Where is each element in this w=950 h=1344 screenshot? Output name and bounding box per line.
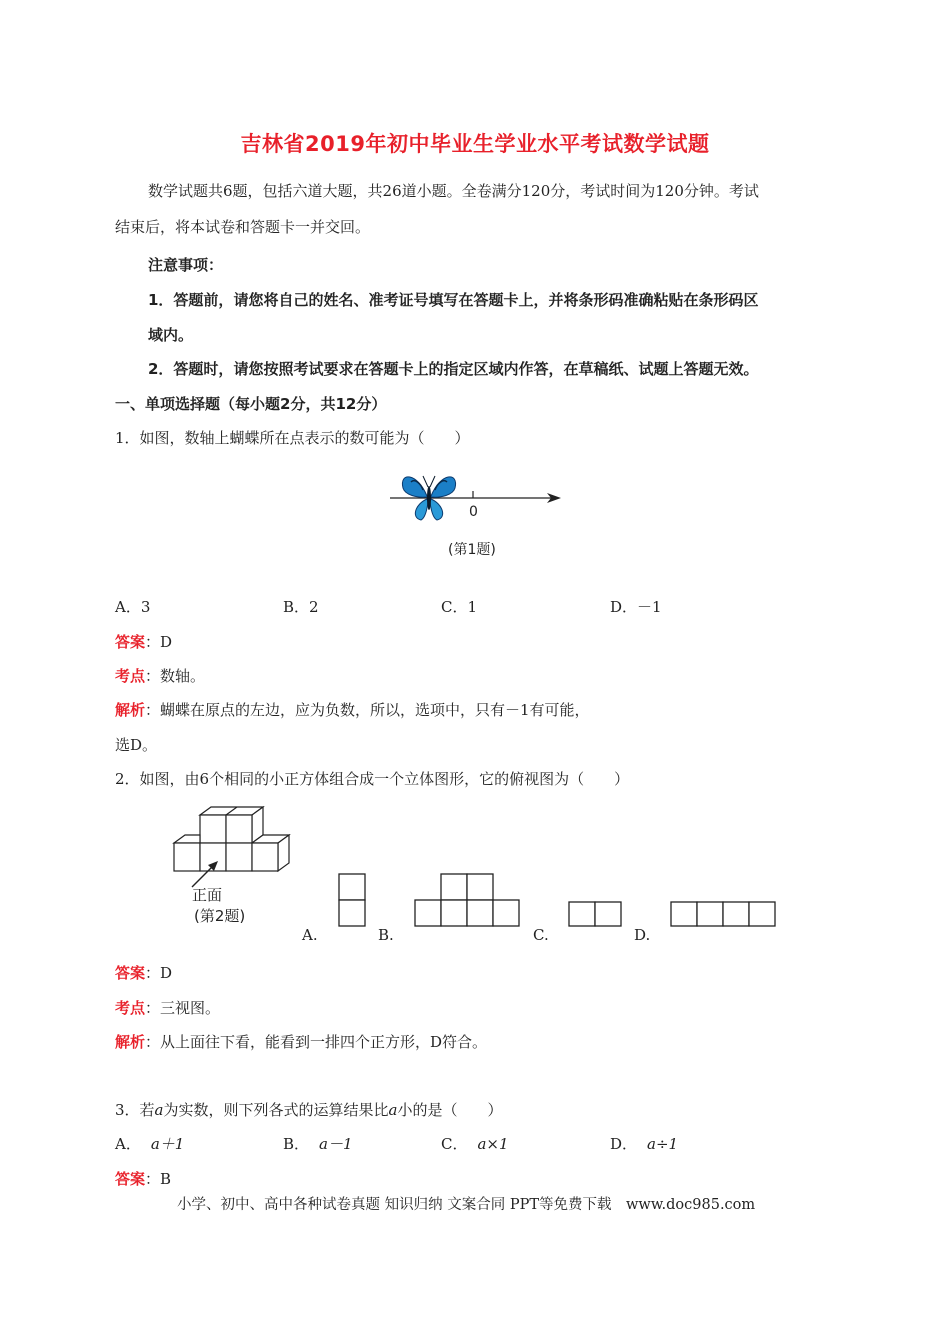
q3-option-b <box>283 1133 353 1154</box>
q1-analysis-line-1 <box>115 699 590 720</box>
q3-stem-suffix: 小的是（ ） <box>397 1101 503 1119</box>
q1-caption: (第1题) <box>448 542 496 558</box>
q1-analysis-line-2: 选D。 <box>115 736 158 754</box>
option-c-square <box>569 902 595 926</box>
q2-stem: 2．如图，由6个相同的小正方体组合成一个立体图形，它的俯视图为（ ） <box>115 770 630 788</box>
option-b-square <box>441 874 467 900</box>
q1-zero-label: 0 <box>469 504 478 520</box>
option-d-square <box>671 902 697 926</box>
q3-option-expr: a－1 <box>319 1135 353 1153</box>
q3-option-d <box>610 1133 678 1154</box>
analysis-label: 解析 <box>115 701 146 719</box>
q3-stem-var2: a <box>388 1101 398 1119</box>
option-b-square <box>415 900 441 926</box>
notice-2: 2．答题时，请您按照考试要求在答题卡上的指定区域内作答，在草稿纸、试题上答题无效。 <box>148 360 759 378</box>
q3-option-letter: D． <box>610 1135 638 1153</box>
option-b-square <box>493 900 519 926</box>
option-d-square <box>749 902 775 926</box>
option-b-square <box>441 900 467 926</box>
q3-option-expr: a×1 <box>477 1135 509 1153</box>
answer-value: ：D <box>145 633 173 651</box>
intro-line-1: 数学试题共6题，包括六道大题，共26道小题。全卷满分120分，考试时间为120分钟。考试 <box>148 182 759 200</box>
q2-option-a-label: A. <box>302 926 318 944</box>
answer-label: 答案 <box>115 633 146 651</box>
option-b-square <box>467 874 493 900</box>
q1-stem: 1．如图，数轴上蝴蝶所在点表示的数可能为（ ） <box>115 429 470 447</box>
q3-answer <box>115 1168 171 1189</box>
q1-number-line-figure <box>385 468 575 530</box>
q3-option-expr: a÷1 <box>647 1135 679 1153</box>
analysis-label: 解析 <box>115 1033 146 1051</box>
q2-option-c-label: C. <box>533 926 549 944</box>
point-label: 考点 <box>115 999 146 1017</box>
q2-answer <box>115 962 172 983</box>
q2-option-b-label: B. <box>378 926 394 944</box>
notice-1-line-1: 1．答题前，请您将自己的姓名、准考证号填写在答题卡上，并将条形码准确粘贴在条形码区 <box>148 291 759 309</box>
answer-label: 答案 <box>115 964 146 982</box>
q3-option-expr: a＋1 <box>150 1135 185 1153</box>
intro-line-2: 结束后，将本试卷和答题卡一并交回。 <box>115 218 371 236</box>
point-value: ：数轴。 <box>145 667 206 685</box>
q2-options-figure <box>330 870 790 932</box>
q3-stem-mid: 为实数，则下列各式的运算结果比 <box>163 1101 389 1119</box>
option-a-square <box>339 874 365 900</box>
q1-option-a: A．3 <box>115 598 151 616</box>
q1-answer <box>115 631 172 652</box>
q3-stem-var: a <box>154 1101 164 1119</box>
q2-analysis <box>115 1031 487 1052</box>
q3-option-letter: C． <box>441 1135 468 1153</box>
q3-option-letter: B． <box>283 1135 310 1153</box>
q3-stem <box>115 1099 502 1120</box>
q2-cube-figure <box>170 805 300 890</box>
option-c-square <box>595 902 621 926</box>
option-b-square <box>467 900 493 926</box>
q3-stem-prefix: 3．若 <box>115 1101 155 1119</box>
q1-option-d: D．－1 <box>610 598 662 616</box>
answer-label: 答案 <box>115 1170 146 1188</box>
page-title: 吉林省2019年初中毕业生学业水平考试数学试题 <box>240 132 710 156</box>
answer-value: ：D <box>145 964 173 982</box>
section-1-heading: 一、单项选择题（每小题2分，共12分） <box>115 395 387 413</box>
point-value: ：三视图。 <box>145 999 221 1017</box>
q2-option-d-label: D. <box>634 926 651 944</box>
q1-option-c: C．1 <box>441 598 478 616</box>
q2-caption: (第2题) <box>194 907 246 925</box>
page-footer: 小学、初中、高中各种试卷真题 知识归纳 文案合同 PPT等免费下载 www.doc985.com <box>177 1197 756 1213</box>
analysis-value: ：蝴蝶在原点的左边，应为负数，所以，选项中，只有－1有可能， <box>145 701 590 719</box>
q3-option-letter: A． <box>115 1135 141 1153</box>
q3-option-a <box>115 1133 184 1154</box>
answer-value: ：B <box>145 1170 172 1188</box>
q3-option-c <box>441 1133 509 1154</box>
analysis-value: ：从上面往下看，能看到一排四个正方形，D符合。 <box>145 1033 488 1051</box>
option-d-square <box>723 902 749 926</box>
option-a-square <box>339 900 365 926</box>
notice-1-line-2: 域内。 <box>148 326 194 344</box>
q2-point <box>115 997 220 1018</box>
q2-front-label: 正面 <box>192 886 223 904</box>
notice-heading: 注意事项： <box>148 256 224 274</box>
q1-option-b: B．2 <box>283 598 319 616</box>
q1-point <box>115 665 205 686</box>
option-d-square <box>697 902 723 926</box>
point-label: 考点 <box>115 667 146 685</box>
